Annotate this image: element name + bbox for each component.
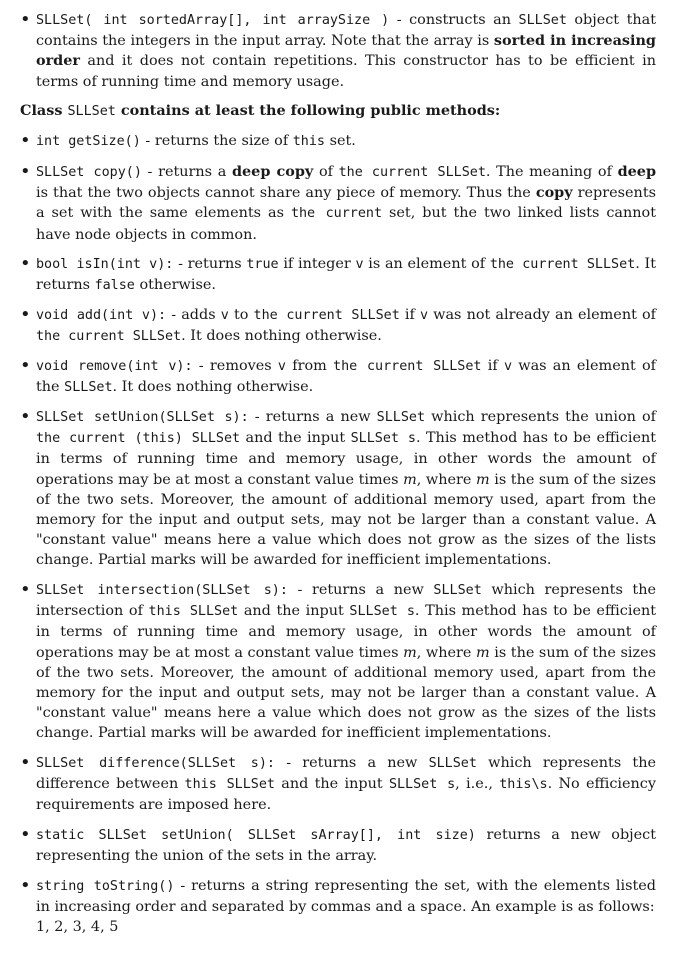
setunion-text: SLLSet setUnion(SLLSet s): - returns a new SLLSet which represents the union of the current (this) SLLSet and the input SLLSet s. This method has to be efficient in terms of running time and memory usage, in other words the amount of operations may be at most a constant value times m, where m is the sum of the sizes of the two sets. Moreover, the amount of additional memory used, apart from the memory for the input and output sets, may not be larger than a constant value. A "constant value" means here a value which does not grow as the sizes of the lists change. Partial marks will be awarded for inefficient implementations. <box>36 409 657 569</box>
bullet: • <box>20 9 31 30</box>
isin-text: bool isIn(int v): - returns true if integer v is an element of the current SLLSet. It returns false otherwise. <box>36 256 656 294</box>
static-setunion-signature: static SLLSet setUnion( SLLSet sArray[], int size) <box>36 828 476 843</box>
add-signature: void add(int v): <box>36 308 167 323</box>
remove-signature: void remove(int v): <box>36 359 193 374</box>
getsize-text: int getSize() - returns the size of this set. <box>36 133 356 149</box>
constructor-signature: SLLSet( int sortedArray[], int arraySize ) <box>36 13 390 28</box>
intersection-signature: SLLSet intersection(SLLSet s): <box>36 583 288 598</box>
methods-heading: Class SLLSet contains at least the following public methods: <box>20 102 501 119</box>
getsize-signature: int getSize() <box>36 134 141 149</box>
difference-text: SLLSet difference(SLLSet s): - returns a new SLLSet which represents the difference between this SLLSet and the input SLLSet s, i.e., this\s. No efficiency requirements are imposed here. <box>36 755 656 814</box>
tostring-signature: string toString() <box>36 879 175 894</box>
difference-signature: SLLSet difference(SLLSet s): <box>36 756 275 771</box>
copy-signature: SLLSet copy() <box>36 165 142 180</box>
isin-signature: bool isIn(int v): <box>36 257 174 272</box>
add-text: void add(int v): - adds v to the current SLLSet if v was not already an element of the current SLLSet. It does nothing otherwise. <box>36 307 656 345</box>
sorted-emphasis: sorted in increasing order <box>36 32 656 70</box>
copy-text: SLLSet copy() - returns a deep copy of the current SLLSet. The meaning of deep is that the two objects cannot share any piece of memory. Thus the copy represents a set with the same elements as the current set, but the two linked lists cannot have node objects in common. <box>36 163 657 243</box>
remove-text: void remove(int v): - removes v from the current SLLSet if v was an element of the SLLSet. It does nothing otherwise. <box>36 358 657 396</box>
tostring-text: string toString() - returns a string representing the set, with the elements listed in increasing order and separated by commas and a space. An example is as follows: 1, 2, 3, 4, 5 <box>36 878 656 936</box>
setunion-signature: SLLSet setUnion(SLLSet s): <box>36 410 249 425</box>
tostring-example: 1, 2, 3, 4, 5 <box>36 919 119 936</box>
constructor-text: SLLSet( int sortedArray[], int arraySize ) - constructs an SLLSet object that contains the integers in the input array. Note that the array is sorted in increasing order and it does not contain repetitions. This constructor has to be efficient in terms of running time and memory usage. <box>36 12 657 90</box>
static-setunion-text: static SLLSet setUnion( SLLSet sArray[], int size) returns a new object representing the union of the sets in the array. <box>36 827 656 865</box>
intersection-text: SLLSet intersection(SLLSet s): - returns a new SLLSet which represents the intersection of this SLLSet and the input SLLSet s. This method has to be efficient in terms of running time and memory usage, in other words the amount of operations may be at most a constant value times m, where m is the sum of the sizes of the two sets. Moreover, the amount of additional memory used, apart from the memory for the input and output sets, may not be larger than a constant value. A "constant value" means here a value which does not grow as the sizes of the lists change. Partial marks will be awarded for inefficient implementations. <box>36 582 657 742</box>
document-page: • SLLSet( int sortedArray[], int arraySize ) - constructs an SLLSet object that contains the integers in the input array. Note that the array is sorted in increasing order and it does not contain repetitions. This constructor has to be efficient in terms of running time and memory usage. Class SLLSet contains at least the following public methods: • int getSize() - returns the size of this set. • SLLSet copy() - returns a deep copy of the current SLLSet. The meaning of deep is that the two objects cannot share any piece of memory. Thus the copy represents a set with the same elements as the current set, but the two linked lists cannot have node objects in common. • bool isIn(int v): - returns true if integer v is an element of the current SLLSet. It returns false otherwise. • void add(int v): - adds v to the current SLLSet if v was not already an element of the current SLLSet. It does nothing otherwise. • void remove(int v): - removes v from the current SLLSet if v was an element of the SLLSet. It does nothing otherwise. • SLLSet setUnion(SLLSet s): - returns a new SLLSet which represents the union of the current (this) SLLSet and the input SLLSet s. This method has to be efficient in terms of running time and memory usage, in other words the amount of operations may be at most a constant value times m, where m is the sum of the sizes of the two sets. Moreover, the amount of additional memory used, apart from the memory for the input and output sets, may not be larger than a constant value. A "constant value" means here a value which does not grow as the sizes of the lists change. Partial marks will be awarded for inefficient implementations. • SLLSet intersection(SLLSet s): - returns a new SLLSet which represents the intersection of this SLLSet and the input SLLSet s. This method has to be efficient in terms of running time and memory usage, in other words the amount of operations may be at most a constant value times m, where m is the sum of the sizes of the two sets. Moreover, the amount of additional memory used, apart from the memory for the input and output sets, may not be larger than a constant value. A "constant value" means here a value which does not grow as the sizes of the lists change. Partial marks will be awarded for inefficient implementations. • SLLSet difference(SLLSet s): - returns a new SLLSet which represents the difference between this SLLSet and the input SLLSet s, i.e., this\s. No efficiency requirements are imposed here. • static SLLSet setUnion( SLLSet sArray[], int size) returns a new object representing the union of the sets in the array. • string toString() - returns a string representing the set, with the elements listed in increasing order and separated by commas and a space. An example is as follows: 1, 2, 3, 4, 5 <box>0 0 688 960</box>
